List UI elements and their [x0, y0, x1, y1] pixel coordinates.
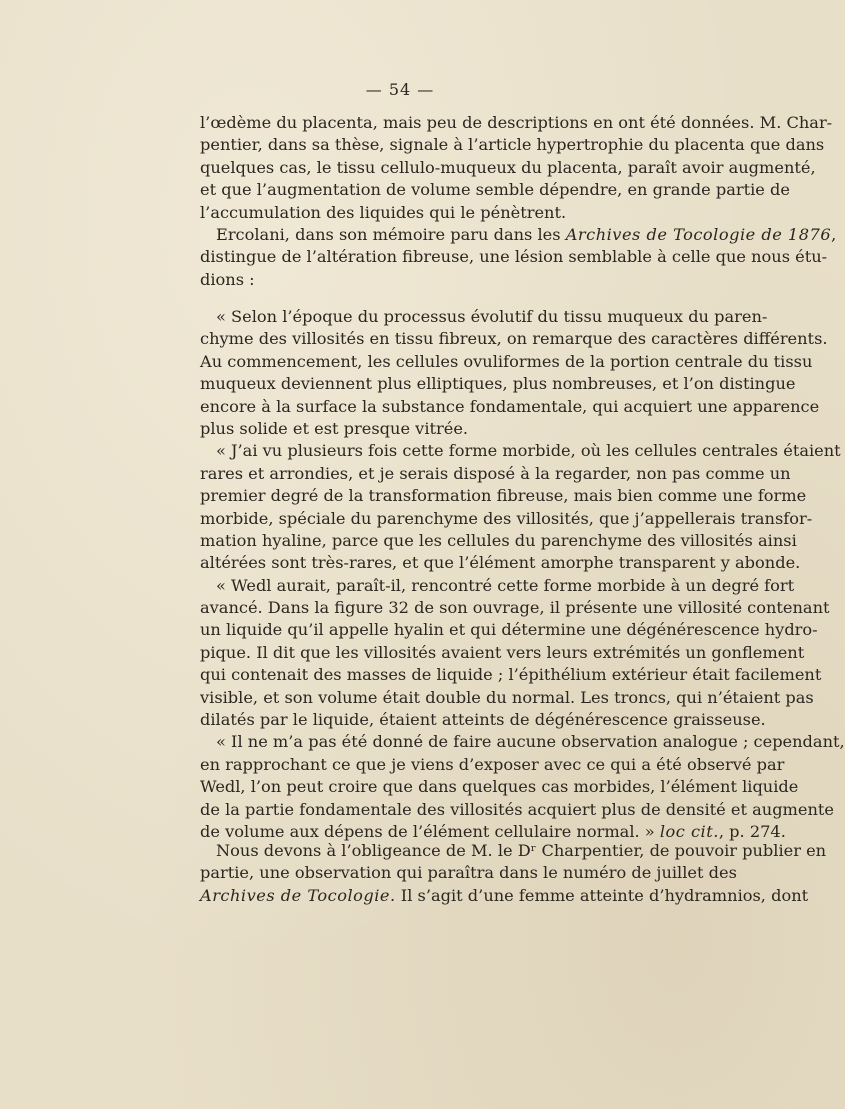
text-line: quelques cas, le tissu cellulo-muqueux du placenta, paraît avoir augmenté, [200, 157, 816, 177]
quoted-passage [200, 306, 845, 843]
text-span: , p. 274. [718, 821, 786, 841]
text-block-bottom [200, 840, 827, 907]
text-line: « Wedl aurait, paraît-il, rencontré cette forme morbide à un degré fort [216, 575, 795, 595]
text-line: Au commencement, les cellules ovuliformes de la portion centrale du tissu [200, 351, 813, 371]
text-line: l’accumulation des liquides qui le pénètrent. [200, 202, 567, 222]
text-line: pique. Il dit que les villosités avaient vers leurs extrémités un gonflement [200, 642, 805, 662]
text-span: Ercolani, dans son mémoire paru dans les [216, 224, 566, 244]
paragraph-1 [200, 112, 833, 224]
text-line: visible, et son volume était double du normal. Les troncs, qui n’étaient pas [200, 687, 814, 707]
text-line: distingue de l’altération fibreuse, une lésion semblable à celle que nous étu- [200, 247, 828, 267]
text-line: chyme des villosités en tissu fibreux, on remarque des caractères différents. [200, 329, 828, 349]
text-line: de la partie fondamentale des villosités acquiert plus de densité et augmente [200, 799, 834, 819]
text-line: « Il ne m’a pas été donné de faire aucune observation analogue ; cependant, [216, 732, 845, 752]
text-line: et que l’augmentation de volume semble dépendre, en grande partie de [200, 180, 790, 200]
text-line: morbide, spéciale du parenchyme des villosités, que j’appellerais transfor- [200, 508, 813, 528]
text-line [200, 885, 809, 907]
text-line: « J’ai vu plusieurs fois cette forme morbide, où les cellules centrales étaient [216, 441, 841, 461]
paragraph-6 [200, 731, 845, 843]
paragraph-2 [200, 224, 837, 291]
text-line: pentier, dans sa thèse, signale à l’article hypertrophie du placenta que dans [200, 135, 825, 155]
text-line: premier degré de la transformation fibreuse, mais bien comme une forme [200, 486, 807, 506]
text-line: « Selon l’époque du processus évolutif du tissu muqueux du paren- [216, 307, 768, 326]
paragraph-4 [200, 440, 841, 574]
page-number: — 54 — [365, 80, 435, 99]
text-line: mation hyaline, parce que les cellules du parenchyme des villosités ainsi [200, 530, 797, 550]
text-line: encore à la surface la substance fondamentale, qui acquiert une apparence [200, 396, 820, 416]
text-block-top [200, 112, 837, 291]
text-span: Il s’agit d’une femme atteinte d’hydramnios, dont [395, 885, 809, 905]
text-span: de volume aux dépens de l’élément cellulaire normal. » [200, 821, 660, 841]
paragraph-5 [200, 575, 830, 732]
text-line: un liquide qu’il appelle hyalin et qui détermine une dégénérescence hydro- [200, 620, 818, 640]
text-line: rares et arrondies, et je serais disposé à la regarder, non pas comme un [200, 463, 791, 483]
citation-abbrev: loc cit. [659, 821, 719, 841]
journal-title: Archives de Tocologie. [200, 885, 396, 905]
text-line: dions : [200, 269, 255, 289]
journal-title: Archives de Tocologie de 1876 [565, 224, 832, 244]
paragraph-7 [200, 840, 827, 907]
text-line: Wedl, l’on peut croire que dans quelques cas morbides, l’élément liquide [200, 777, 799, 797]
text-line [200, 224, 837, 246]
text-span: , [831, 224, 837, 244]
text-line: qui contenait des masses de liquide ; l’épithélium extérieur était facilement [200, 665, 822, 685]
text-line: Nous devons à l’obligeance de M. le Dʳ Charpentier, de pouvoir publier en [216, 841, 827, 860]
text-line: partie, une observation qui paraîtra dans le numéro de juillet des [200, 863, 737, 883]
text-line: dilatés par le liquide, étaient atteints de dégénérescence graisseuse. [200, 710, 766, 730]
paragraph-3 [200, 306, 828, 440]
text-line: l’œdème du placenta, mais peu de descriptions en ont été données. M. Char- [200, 113, 833, 132]
text-line: plus solide et est presque vitrée. [200, 418, 469, 438]
text-line: muqueux deviennent plus elliptiques, plus nombreuses, et l’on distingue [200, 374, 796, 394]
text-line: altérées sont très-rares, et que l’élément amorphe transparent y abonde. [200, 553, 801, 573]
text-line: avancé. Dans la figure 32 de son ouvrage, il présente une villosité contenant [200, 598, 830, 618]
text-line: en rapprochant ce que je viens d’exposer avec ce qui a été observé par [200, 754, 785, 774]
